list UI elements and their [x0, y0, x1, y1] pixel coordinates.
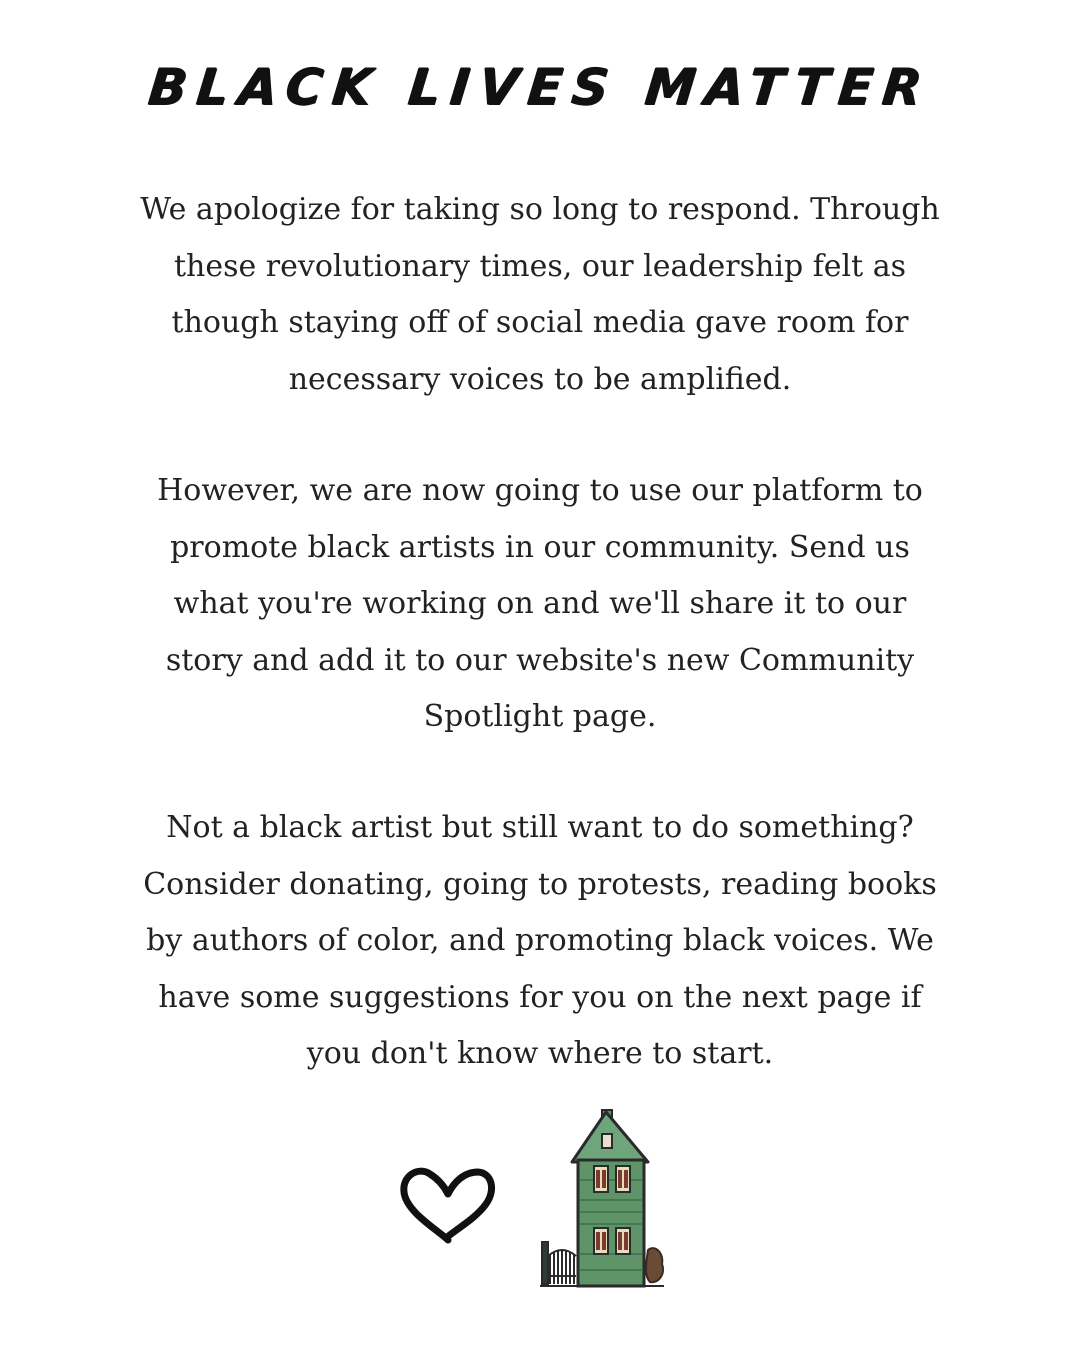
page-title: BLACK LIVES MATTER [145, 58, 935, 116]
house-illustration-icon [536, 1104, 668, 1290]
paragraph-apology: We apologize for taking so long to respond. Through these revolutionary times, our leadership felt as though staying off of social media gave room for necessary voices to be amplified. [140, 192, 940, 397]
paragraph-how-to-help: Not a black artist but still want to do something? Consider donating, going to protests, reading books by authors of color, and promoting black voices. We have some suggestions for you on the next page if you don't know where to start. [143, 810, 937, 1071]
paragraph-promote-artists: However, we are now going to use our platform to promote black artists in our community. Send us what you're working on and we'll share it to our story and add it to our website's new Community Spotlight page. [157, 473, 923, 734]
heart-icon [398, 1160, 498, 1250]
